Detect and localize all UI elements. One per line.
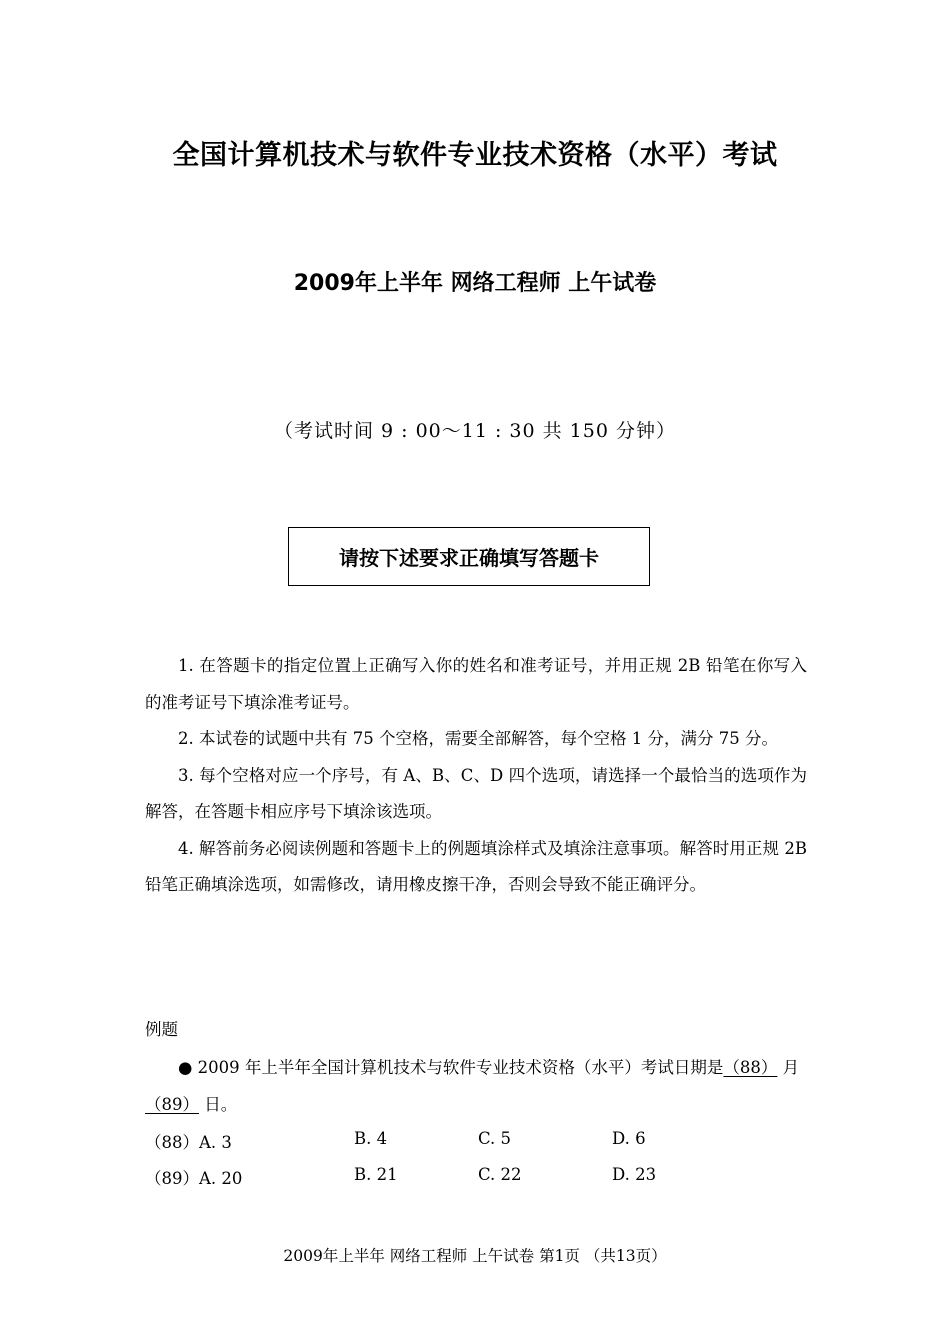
option-89-b: B. 21 bbox=[354, 1165, 398, 1184]
option-88-d: D. 6 bbox=[612, 1129, 646, 1148]
option-89-a: （89）A. 20 bbox=[145, 1169, 243, 1188]
option-88-a: （88）A. 3 bbox=[145, 1133, 232, 1152]
option-89-d: D. 23 bbox=[612, 1165, 657, 1184]
question-text: ● 2009 年上半年全国计算机技术与软件专业技术资格（水平）考试日期是 bbox=[178, 1058, 724, 1077]
main-title: 全国计算机技术与软件专业技术资格（水平）考试 bbox=[172, 140, 778, 171]
rules-list bbox=[145, 648, 807, 904]
example-question bbox=[145, 1049, 807, 1123]
exam-time: （考试时间 9 : 00～11 : 30 共 150 分钟） bbox=[273, 420, 676, 442]
question-mid: 月 bbox=[777, 1058, 800, 1077]
exam-subtitle: 2009年上半年 网络工程师 上午试卷 bbox=[293, 271, 657, 296]
page-footer: 2009年上半年 网络工程师 上午试卷 第1页 （共13页） bbox=[283, 1247, 667, 1265]
rule-1: 1. 在答题卡的指定位置上正确写入你的姓名和准考证号，并用正规 2B 铅笔在你写入的准考证号下填涂准考证号。 bbox=[145, 656, 807, 712]
instruction-box: 请按下述要求正确填写答题卡 bbox=[288, 527, 650, 586]
rule-2: 2. 本试卷的试题中共有 75 个空格，需要全部解答，每个空格 1 分，满分 75 分。 bbox=[178, 729, 778, 748]
example-label: 例题 bbox=[145, 1020, 178, 1039]
blank-89: （89） bbox=[145, 1095, 199, 1114]
rule-4: 4. 解答前务必阅读例题和答题卡上的例题填涂样式及填涂注意事项。解答时用正规 2B 铅笔正确填涂选项，如需修改，请用橡皮擦干净，否则会导致不能正确评分。 bbox=[145, 838, 807, 894]
blank-88: （88） bbox=[723, 1058, 778, 1077]
option-88-c: C. 5 bbox=[478, 1129, 512, 1148]
option-88-b: B. 4 bbox=[354, 1129, 388, 1148]
rule-3: 3. 每个空格对应一个序号，有 A、B、C、D 四个选项，请选择一个最恰当的选项作为解答，在答题卡相应序号下填涂该选项。 bbox=[145, 765, 807, 821]
question-suffix: 日。 bbox=[199, 1095, 238, 1114]
option-89-c: C. 22 bbox=[478, 1165, 522, 1184]
